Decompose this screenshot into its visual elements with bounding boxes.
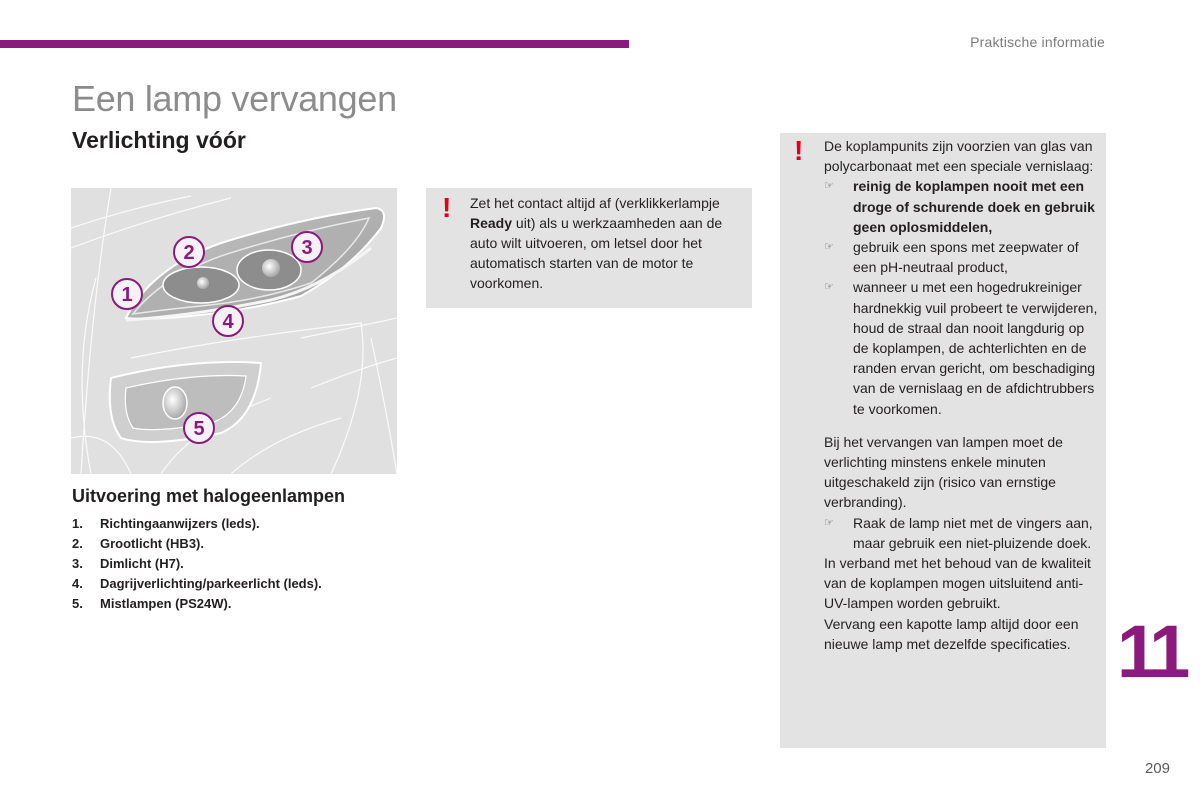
bullet-text: wanneer u met een hogedrukreiniger hardnekkig vuil probeert te verwijderen, houd de straal dan nooit langdurig op de koplampen, de achterlichten en de randen ervan gericht, om beschadiging van de vernislaag en de afdichtrubbers te voorkomen. (853, 279, 1098, 417)
exclamation-icon: ! (442, 192, 452, 223)
callout-2 (174, 237, 204, 267)
warning-box (426, 188, 752, 308)
info-intro: De koplampunits zijn voorzien van glas van polycarbonaat met een speciale vernislaag: (824, 138, 1094, 175)
list-item-number: 1. (72, 516, 83, 531)
list-item (72, 594, 392, 614)
callout-5 (184, 413, 214, 443)
list-item-text: Dagrijverlichting/parkeerlicht (leds). (100, 576, 322, 591)
warning-text-part: uit) als u werkzaamheden aan de auto wilt uitvoeren, om letsel door het automatisch starten van de motor te voorkomen. (470, 215, 723, 291)
lamp-list (72, 514, 392, 614)
list-item (824, 513, 1098, 553)
callout-3-label: 3 (301, 237, 313, 259)
info-paragraph: Vervang een kapotte lamp altijd door een nieuwe lamp met dezelfde specificaties. (824, 615, 1079, 652)
top-accent-bar (0, 40, 629, 48)
hand-pointer-icon: ☞ (824, 281, 834, 294)
list-item-text: Mistlampen (PS24W). (100, 596, 232, 611)
info-paragraph: In verband met het behoud van de kwaliteit van de koplampen mogen uitsluitend anti-UV-lampen worden gebruikt. (824, 555, 1091, 612)
list-item (72, 574, 392, 594)
bullet-text: reinig de koplampen nooit met een droge of schurende doek en gebruik geen oplosmiddelen, (853, 178, 1095, 235)
callout-1 (112, 279, 142, 309)
callout-1-label: 1 (121, 284, 133, 306)
list-item (824, 237, 1098, 277)
list-item-text: Grootlicht (HB3). (100, 536, 204, 551)
list-item-number: 5. (72, 596, 83, 611)
hand-pointer-icon: ☞ (824, 516, 834, 529)
callout-5-label: 5 (193, 418, 205, 440)
callout-4 (213, 306, 243, 336)
list-item-text: Richtingaanwijzers (leds). (100, 516, 260, 531)
section-subtitle: Verlichting vóór (72, 127, 246, 153)
warning-text (470, 193, 744, 293)
chapter-number: 11 (1117, 610, 1186, 693)
info-paragraph: Bij het vervangen van lampen moet de verlichting minstens enkele minuten uitgeschakeld zijn (risico van ernstige verbranding). (824, 433, 1063, 511)
headlamp-drawing (71, 188, 397, 474)
list-item-number: 2. (72, 536, 83, 551)
page-number: 209 (1144, 760, 1170, 777)
hand-pointer-icon: ☞ (824, 180, 834, 193)
list-item-text: Dimlicht (H7). (100, 556, 184, 571)
callout-2-label: 2 (183, 242, 195, 264)
bullet-text: gebruik een spons met zeepwater of een pH-neutraal product, (853, 239, 1079, 276)
callout-4-label: 4 (222, 311, 234, 333)
ready-label: Ready (470, 215, 513, 231)
hand-pointer-icon: ☞ (824, 241, 834, 254)
list-item-number: 4. (72, 576, 83, 591)
variant-heading: Uitvoering met halogeenlampen (72, 486, 346, 506)
callout-3 (292, 232, 322, 262)
bullet-text: Raak de lamp niet met de vingers aan, maar gebruik een niet-pluizende doek. (853, 514, 1093, 551)
headlamp-illustration (71, 188, 397, 474)
list-item (72, 554, 392, 574)
section-label: Praktische informatie (970, 34, 1105, 50)
list-item (72, 534, 392, 554)
list-item-number: 3. (72, 556, 83, 571)
info-box (780, 133, 1106, 748)
list-item (824, 277, 1098, 418)
list-item (824, 176, 1098, 237)
page-title: Een lamp vervangen (72, 78, 397, 119)
warning-text-part: Zet het contact altijd af (verklikkerlampje (470, 195, 720, 211)
exclamation-icon: ! (794, 135, 804, 166)
list-item (72, 514, 392, 534)
